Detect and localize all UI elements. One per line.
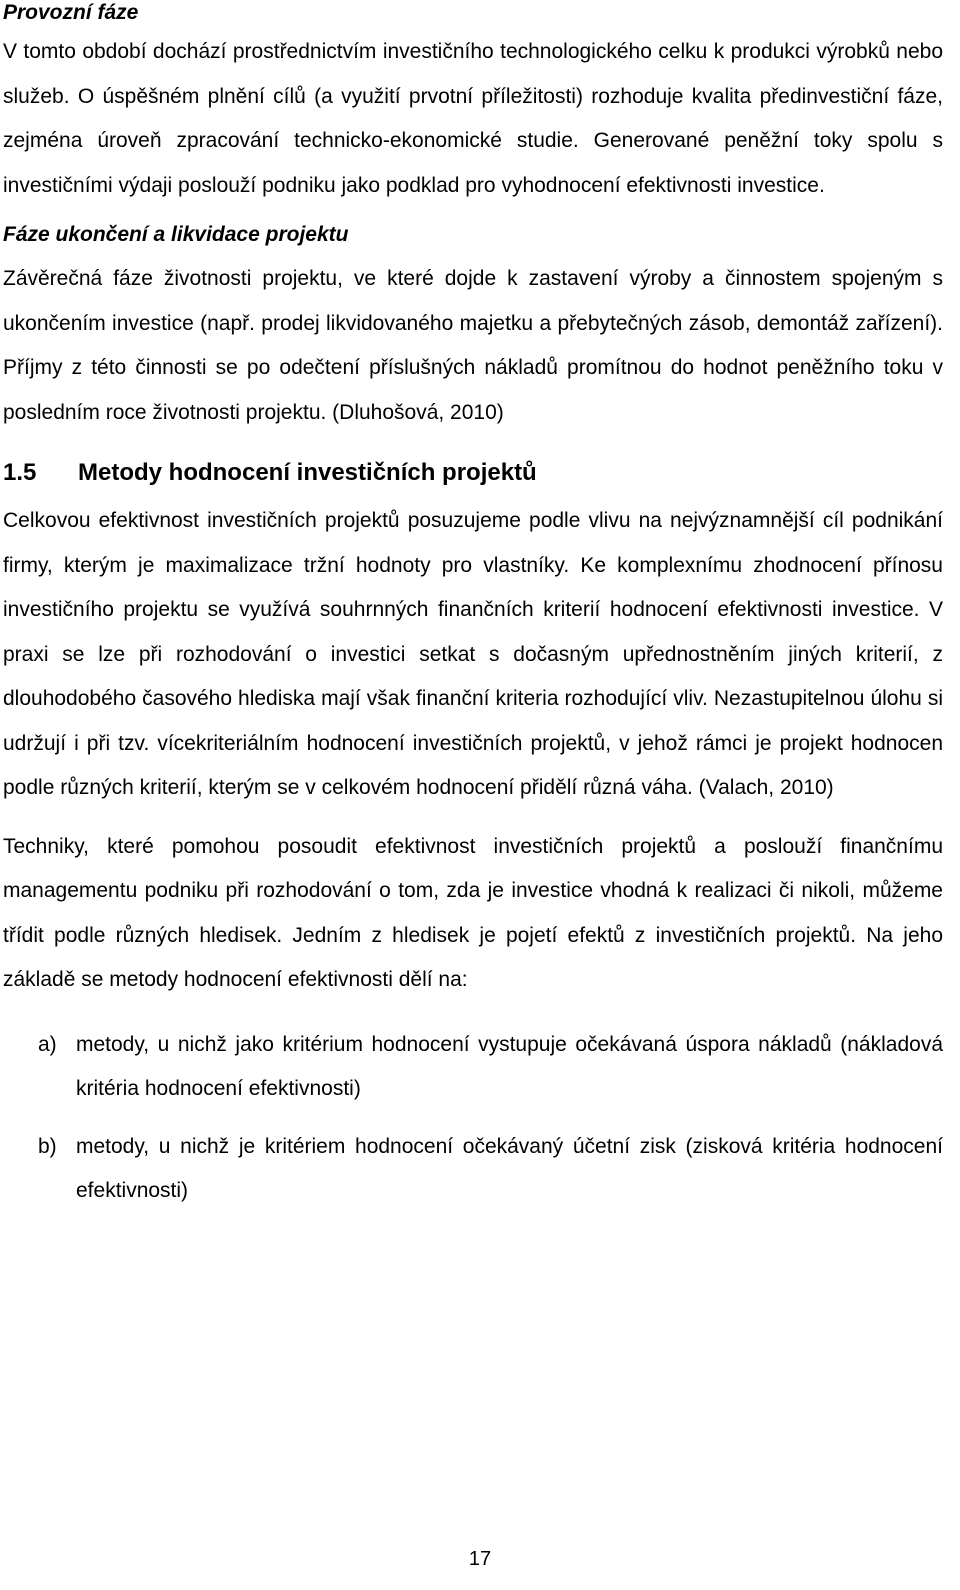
list-text-a: metody, u nichž jako kritérium hodnocení vystupuje očekávaná úspora nákladů (nákladová kritéria hodnocení efektivnosti)	[76, 1032, 943, 1100]
heading-provozni-faze: Provozní fáze	[3, 1, 139, 24]
paragraph-metody-2: Techniky, které pomohou posoudit efektivnost investičních projektů a poslouží finančnímu managementu podniku při rozhodování o tom, zda je investice vhodná k realizaci či nikoli, můžeme třídit podle různých hledisek. Jedním z hledisek je pojetí efektů z investičních projektů. Na jeho základě se metody hodnocení efektivnosti dělí na:	[3, 834, 943, 991]
list-item-b	[3, 1125, 943, 1214]
paragraph-provozni-faze: V tomto období dochází prostřednictvím investičního technologického celku k produkci výrobků nebo služeb. O úspěšném plnění cílů (a využití prvotní příležitosti) rozhoduje kvalita předinvestiční fáze, zejména úroveň zpracování technicko-ekonomické studie. Generované peněžní toky spolu s investičními výdaji poslouží podniku jako podklad pro vyhodnocení efektivnosti investice.	[3, 40, 943, 197]
paragraph-faze-ukonceni: Závěrečná fáze životnosti projektu, ve které dojde k zastavení výroby a činnostem spojeným s ukončením investice (např. prodej likvidovaného majetku a přebytečných zásob, demontáž zařízení). Příjmy z této činnosti se po odečtení příslušných nákladů promítnou do hodnot peněžního toku v posledním roce životnosti projektu. (Dluhošová, 2010)	[3, 267, 943, 424]
heading-faze-ukonceni: Fáze ukončení a likvidace projektu	[3, 223, 349, 246]
paragraph-metody-1: Celkovou efektivnost investičních projektů posuzujeme podle vlivu na nejvýznamnější cíl podnikání firmy, kterým je maximalizace tržní hodnoty pro vlastníky. Ke komplexnímu zhodnocení přínosu investičního projektu se využívá souhrnných finančních kriterií hodnocení efektivnosti investice. V praxi se lze při rozhodování o investici setkat s dočasným upřednostněním jiných kriterií, z dlouhodobého časového hlediska mají však finanční kriteria rozhodující vliv. Nezastupitelnou úlohu si udržují i při tzv. vícekriteriálním hodnocení investičních projektů, v jehož rámci je projekt hodnocen podle různých kriterií, kterým se v celkovém hodnocení přidělí různá váha. (Valach, 2010)	[3, 509, 943, 799]
list-marker-b: b)	[38, 1134, 57, 1158]
section-number: 1.5	[3, 459, 37, 486]
section-heading	[3, 458, 943, 488]
page-number: 17	[468, 1548, 492, 1570]
list-item-a	[3, 1023, 943, 1112]
section-title: Metody hodnocení investičních projektů	[78, 459, 537, 486]
document-page	[3, 0, 943, 1214]
list-marker-a: a)	[38, 1032, 57, 1056]
list-text-b: metody, u nichž je kritériem hodnocení očekávaný účetní zisk (zisková kritéria hodnocení efektivnosti)	[76, 1134, 943, 1202]
